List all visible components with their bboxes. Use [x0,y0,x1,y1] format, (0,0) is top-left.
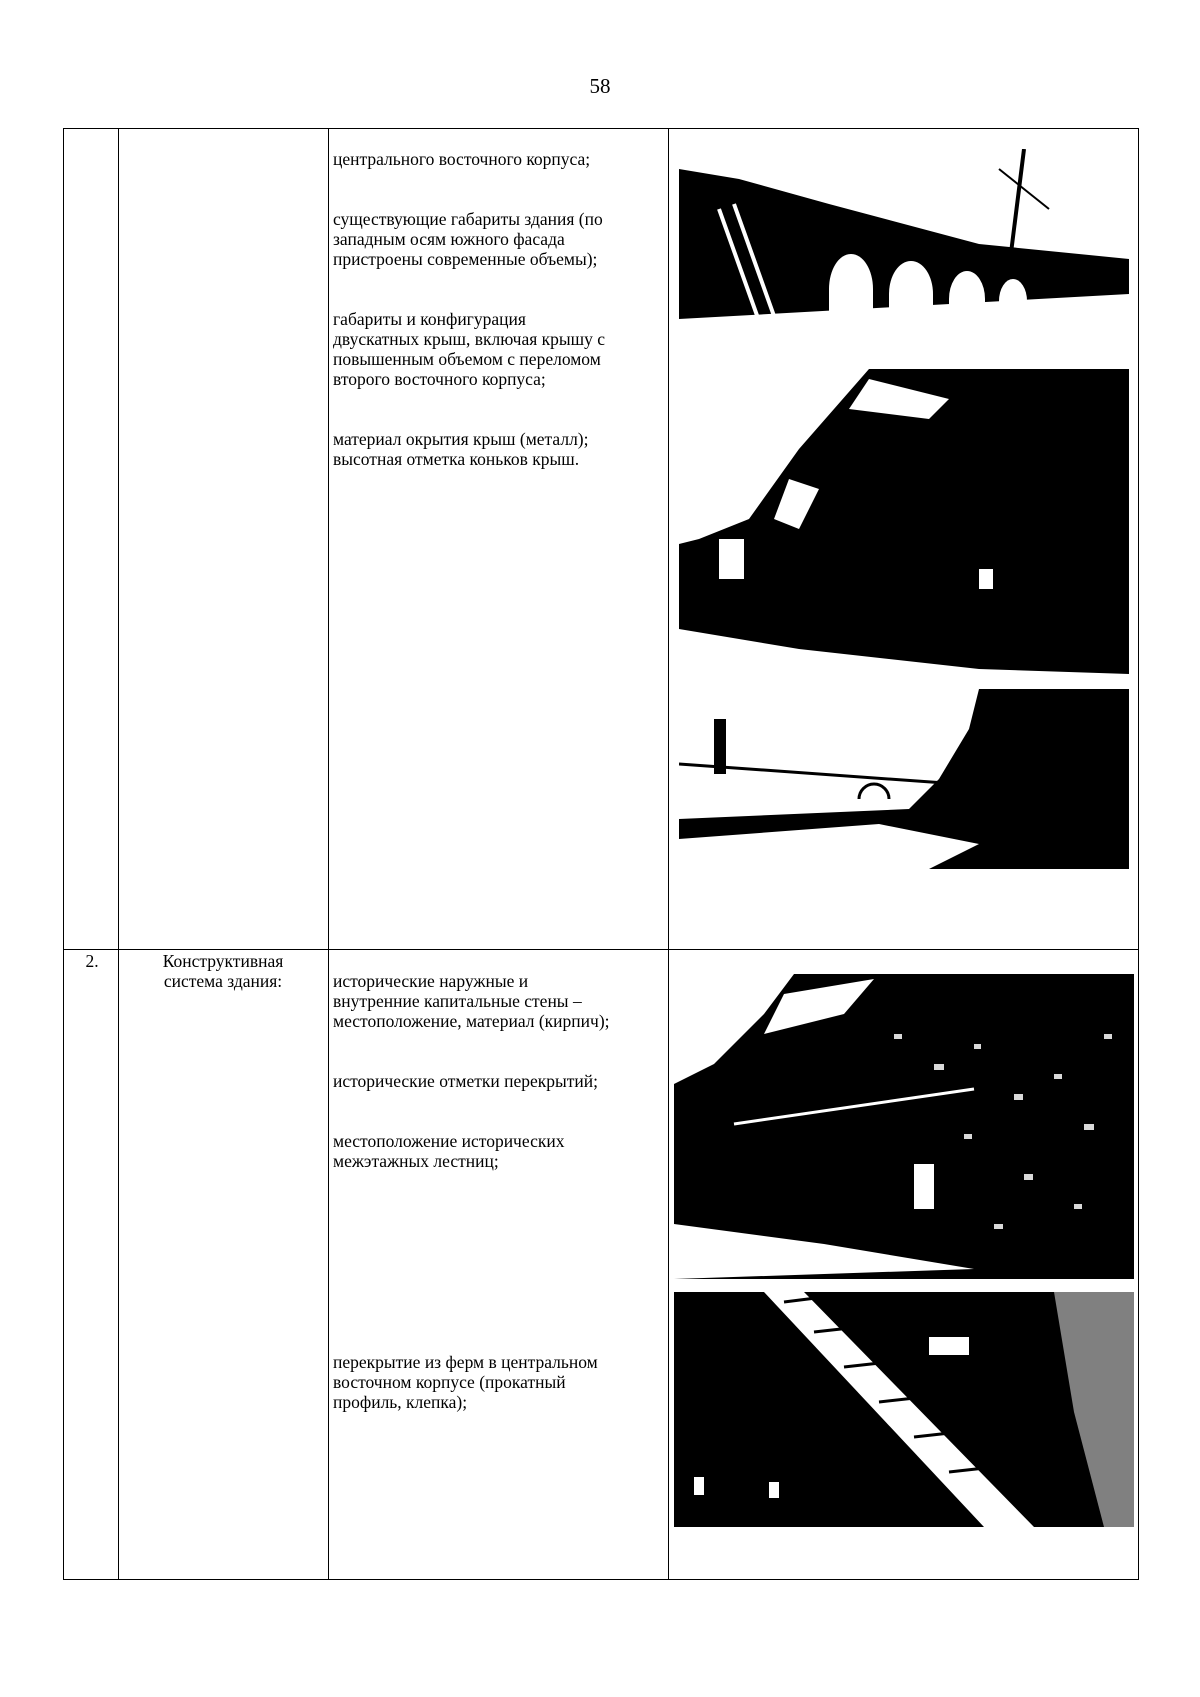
description-paragraph: местоположение исторических межэтажных лестниц; [333,1131,565,1171]
heritage-table [63,128,1139,1580]
building-facade-photo [679,149,1129,359]
description-paragraph: исторические отметки перекрытий; [333,1071,598,1091]
building-corner-photo [679,369,1129,679]
page-number: 58 [589,74,611,98]
row1-description [333,129,663,509]
brick-wall-photo [674,974,1134,1279]
building-roof-photo [679,689,1129,869]
description-paragraph: габариты и конфигурация двускатных крыш, включая крышу с повышенным объемом с переломом второго восточного корпуса; [333,309,606,389]
description-paragraph: исторические наружные и внутренние капитальные стены – местоположение, материал (кирпич); [333,971,610,1031]
roof-truss-photo [674,1292,1134,1527]
row2-name: Конструктивная система здания: [162,951,284,991]
row2-description [333,951,663,1211]
row2-lower-description: перекрытие из ферм в центральном восточном корпусе (прокатный профиль, клепка); [333,1352,598,1412]
column-divider [328,129,329,1579]
description-paragraph: центрального восточного корпуса; [333,149,591,169]
description-paragraph: материал окрытия крыш (металл); высотная отметка коньков крыш. [333,429,589,469]
description-paragraph: существующие габариты здания (по западным осям южного фасада пристроены современные объемы); [333,209,603,269]
column-divider [118,129,119,1579]
row-divider [64,949,1138,950]
column-divider [668,129,669,1579]
row2-number: 2. [85,951,99,971]
